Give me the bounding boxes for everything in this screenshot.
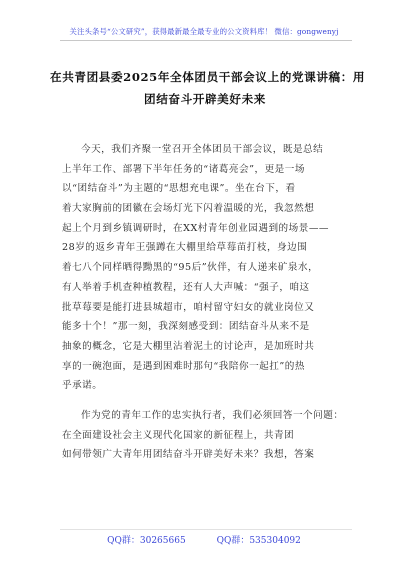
- text-line: 着七八个同样晒得黝黑的“95后”伙伴，有人递来矿泉水，: [62, 262, 319, 274]
- text-line: 乎承诺。: [62, 380, 103, 392]
- title-line-1: 在共青团县委2025年全体团员干部会议上的党课讲稿：用: [50, 70, 366, 84]
- paragraph-1: [62, 140, 354, 396]
- header-divider: [60, 40, 352, 41]
- document-body: [62, 140, 354, 475]
- header-banner: 关注头条号“公文研究”，获得最新最全最专业的公文资料库！ 微信：gongwenyj: [69, 27, 339, 36]
- paragraph-2: [62, 406, 354, 465]
- text-line: 起上个月到乡镇调研时，在XX村青年创业园遇到的场景——: [62, 222, 330, 234]
- text-line: 有人举着手机查种植教程，还有人大声喊：“强子，咱这: [62, 281, 310, 293]
- text-line: 上半年工作、部署下半年任务的“诸葛亮会”，更是一场: [62, 163, 305, 175]
- text-line: 享的一碗泡面，是遇到困难时那句“我陪你一起扛”的热: [62, 360, 305, 372]
- text-line: 以“团结奋斗”为主题的“思想充电课”。坐在台下，看: [62, 183, 296, 195]
- text-line: 在全面建设社会主义现代化国家的新征程上，共青团: [62, 429, 295, 441]
- text-line: 如何带领广大青年用团结奋斗开辟美好未来？我想，答案: [62, 449, 315, 461]
- footer: [0, 533, 408, 546]
- qq-group-1: QQ群：30265665: [107, 536, 186, 546]
- text-line: 今天，我们齐聚一堂召开全体团员干部会议，既是总结: [81, 144, 324, 155]
- document-title: [50, 66, 366, 110]
- title-line-2: 团结奋斗开辟美好未来: [144, 92, 266, 106]
- text-line: 抽象的概念，它是大棚里沾着泥土的讨论声，是加班时共: [62, 340, 315, 352]
- qq-group-2: QQ群：535304092: [216, 536, 301, 546]
- text-line: 28岁的返乡青年王强蹲在大棚里给草莓苗打枝，身边围: [62, 242, 308, 254]
- footer-divider: [60, 529, 352, 530]
- text-line: 着大家胸前的团徽在会场灯光下闪着温暖的光，我忽然想: [62, 203, 315, 215]
- text-line: 作为党的青年工作的忠实执行者，我们必须回答一个问题：: [81, 409, 344, 421]
- text-line: 能多十个！”那一刻，我深刻感受到：团结奋斗从来不是: [62, 321, 310, 333]
- text-line: 批草莓要是能打进县城超市，咱村留守妇女的就业岗位又: [62, 301, 315, 313]
